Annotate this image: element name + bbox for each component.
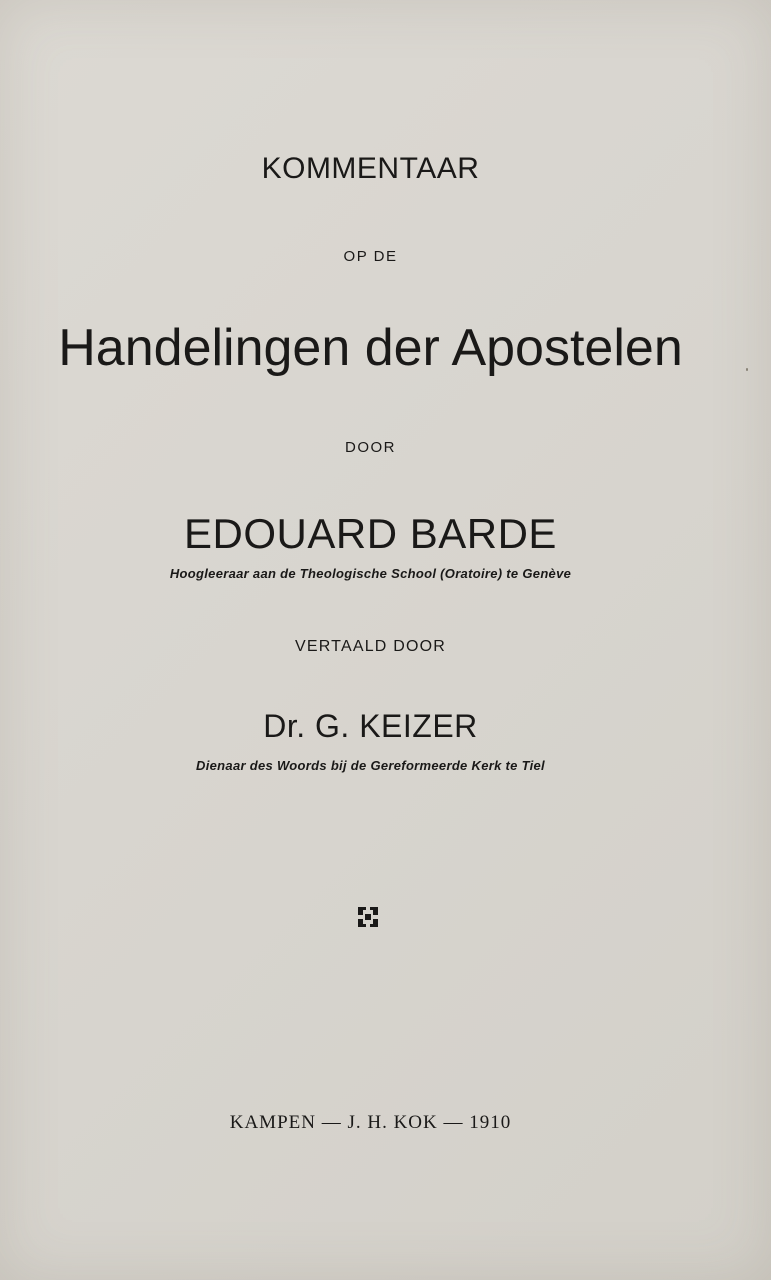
translator-name: Dr. G. KEIZER [263,708,478,744]
heading-kommentaar: KOMMENTAAR [261,152,480,185]
publisher-imprint: KAMPEN — J. H. KOK — 1910 [229,1112,512,1133]
byline-door: DOOR [345,439,396,456]
author-description: Hoogleeraar aan de Theologische School (Oratoire) te Genève [169,566,572,581]
subheading-op-de: OP DE [343,248,398,265]
author-name: EDOUARD BARDE [184,510,557,557]
quatrefoil-ornament-icon [356,906,380,928]
paper-speck [746,368,748,371]
book-title: Handelingen der Apostelen [58,319,683,377]
translator-description: Dienaar des Woords bij de Gereformeerde Kerk te Tiel [196,758,545,773]
translated-by-label: VERTAALD DOOR [294,638,447,655]
